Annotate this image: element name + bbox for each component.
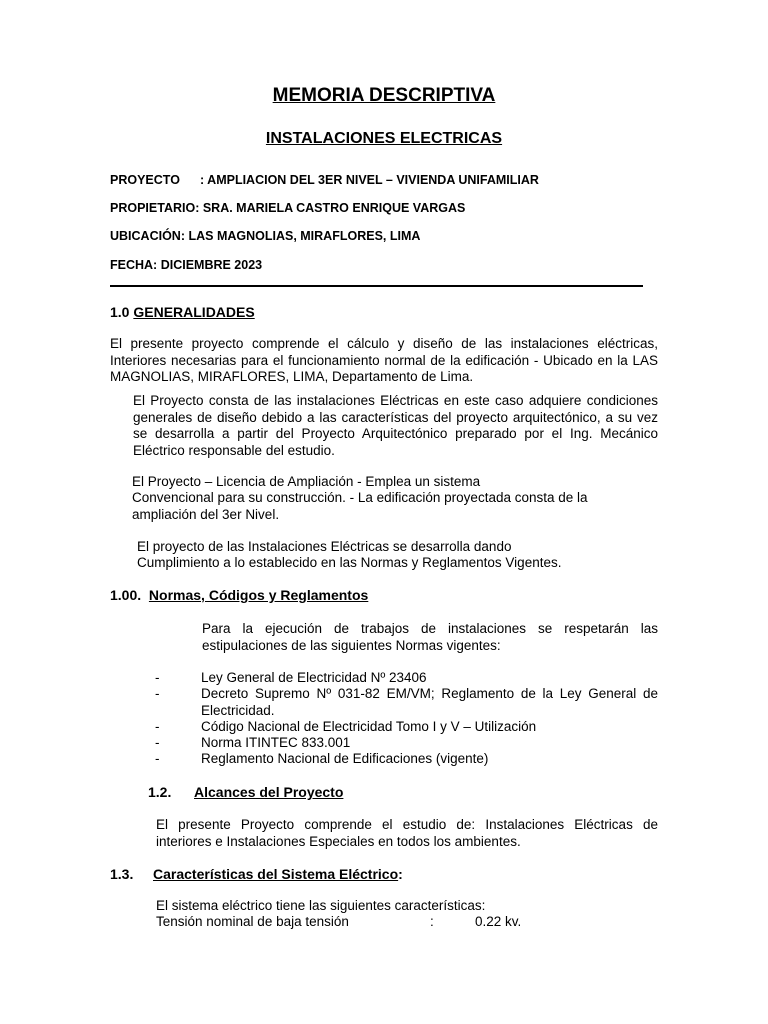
meta-ubicacion: UBICACIÓN: LAS MAGNOLIAS, MIRAFLORES, LIMA <box>110 229 421 243</box>
section-heading-generalidades <box>110 304 255 320</box>
section-title-colon: : <box>398 866 403 882</box>
list-dash: - <box>155 686 160 701</box>
list-item <box>155 751 658 768</box>
section-number: 1.3. <box>110 866 134 882</box>
spec-row-tension <box>156 914 576 932</box>
meta-fecha: FECHA: DICIEMBRE 2023 <box>110 258 263 272</box>
generalidades-paragraph-3-line-3: ampliación del 3er Nivel. <box>132 507 280 522</box>
section-title: Alcances del Proyecto <box>194 784 344 800</box>
list-item-text: Código Nacional de Electricidad Tomo I y V – Utilización <box>201 719 537 734</box>
generalidades-paragraph-3-line-1: El Proyecto – Licencia de Ampliación - Emplea un sistema <box>132 474 481 489</box>
generalidades-paragraph-4-line-2: Cumplimiento a lo establecido en las Normas y Reglamentos Vigentes. <box>137 555 562 570</box>
generalidades-paragraph-3-line-2: Convencional para su construcción. - La edificación proyectada consta de la <box>132 490 588 505</box>
document-subtitle: INSTALACIONES ELECTRICAS <box>265 130 503 147</box>
section-title: GENERALIDADES <box>133 304 255 320</box>
spec-value: 0.22 kv. <box>475 914 522 929</box>
list-dash: - <box>155 670 160 685</box>
section-number: 1.00. <box>110 587 142 603</box>
section-heading-alcances <box>148 784 343 800</box>
section-title: Características del Sistema Eléctrico <box>153 866 399 882</box>
normas-intro: Para la ejecución de trabajos de instalaciones se respetarán las estipulaciones de las siguientes Normas vigentes: <box>202 621 658 653</box>
list-dash: - <box>155 751 160 766</box>
section-title: Normas, Códigos y Reglamentos <box>148 587 369 603</box>
spec-separator: : <box>430 914 434 929</box>
list-item-text: Norma ITINTEC 833.001 <box>201 735 351 750</box>
list-item <box>155 719 658 736</box>
list-item <box>155 735 658 752</box>
list-item-text: Decreto Supremo Nº 031-82 EM/VM; Reglamento de la Ley General de Electricidad. <box>201 686 658 718</box>
document-title: MEMORIA DESCRIPTIVA <box>272 85 496 106</box>
list-dash: - <box>155 735 160 750</box>
section-number: 1.2. <box>148 784 172 800</box>
list-item <box>155 670 658 687</box>
generalidades-paragraph-1: El presente proyecto comprende el cálculo y diseño de las instalaciones eléctricas, Interiores necesarias para el funcionamiento normal de la edificación - Ubicado en la LAS MAGNOLIAS, MIRAFLORES, LIMA, Departamento de Lima. <box>110 336 658 384</box>
list-item-text: Ley General de Electricidad Nº 23406 <box>201 670 427 685</box>
section-heading-caracteristicas <box>110 866 403 882</box>
generalidades-paragraph-2: El Proyecto consta de las instalaciones Eléctricas en este caso adquiere condiciones generales de diseño debido a las características del proyecto arquitectónico, a su vez se desarrolla a partir del Proyecto Arquitectónico preparado por el Ing. Mecánico Eléctrico responsable del estudio. <box>133 393 658 458</box>
meta-proyecto-value: : AMPLIACION DEL 3ER NIVEL – VIVIENDA UNIFAMILIAR <box>200 173 539 187</box>
section-number: 1.0 <box>110 304 130 320</box>
section-heading-normas <box>110 587 368 603</box>
list-item <box>155 686 658 720</box>
caracteristicas-intro: El sistema eléctrico tiene las siguientes características: <box>156 898 486 913</box>
meta-propietario: PROPIETARIO: SRA. MARIELA CASTRO ENRIQUE VARGAS <box>110 201 466 215</box>
alcances-body: El presente Proyecto comprende el estudio de: Instalaciones Eléctricas de interiores e Instalaciones Especiales en todos los ambientes. <box>156 817 658 849</box>
list-item-text: Reglamento Nacional de Edificaciones (vigente) <box>201 751 489 766</box>
meta-proyecto-label: PROYECTO <box>110 173 180 187</box>
spec-label: Tensión nominal de baja tensión <box>156 914 349 929</box>
generalidades-paragraph-4-line-1: El proyecto de las Instalaciones Eléctricas se desarrolla dando <box>137 539 512 554</box>
meta-proyecto <box>110 173 539 187</box>
header-divider <box>110 285 643 287</box>
list-dash: - <box>155 719 160 734</box>
